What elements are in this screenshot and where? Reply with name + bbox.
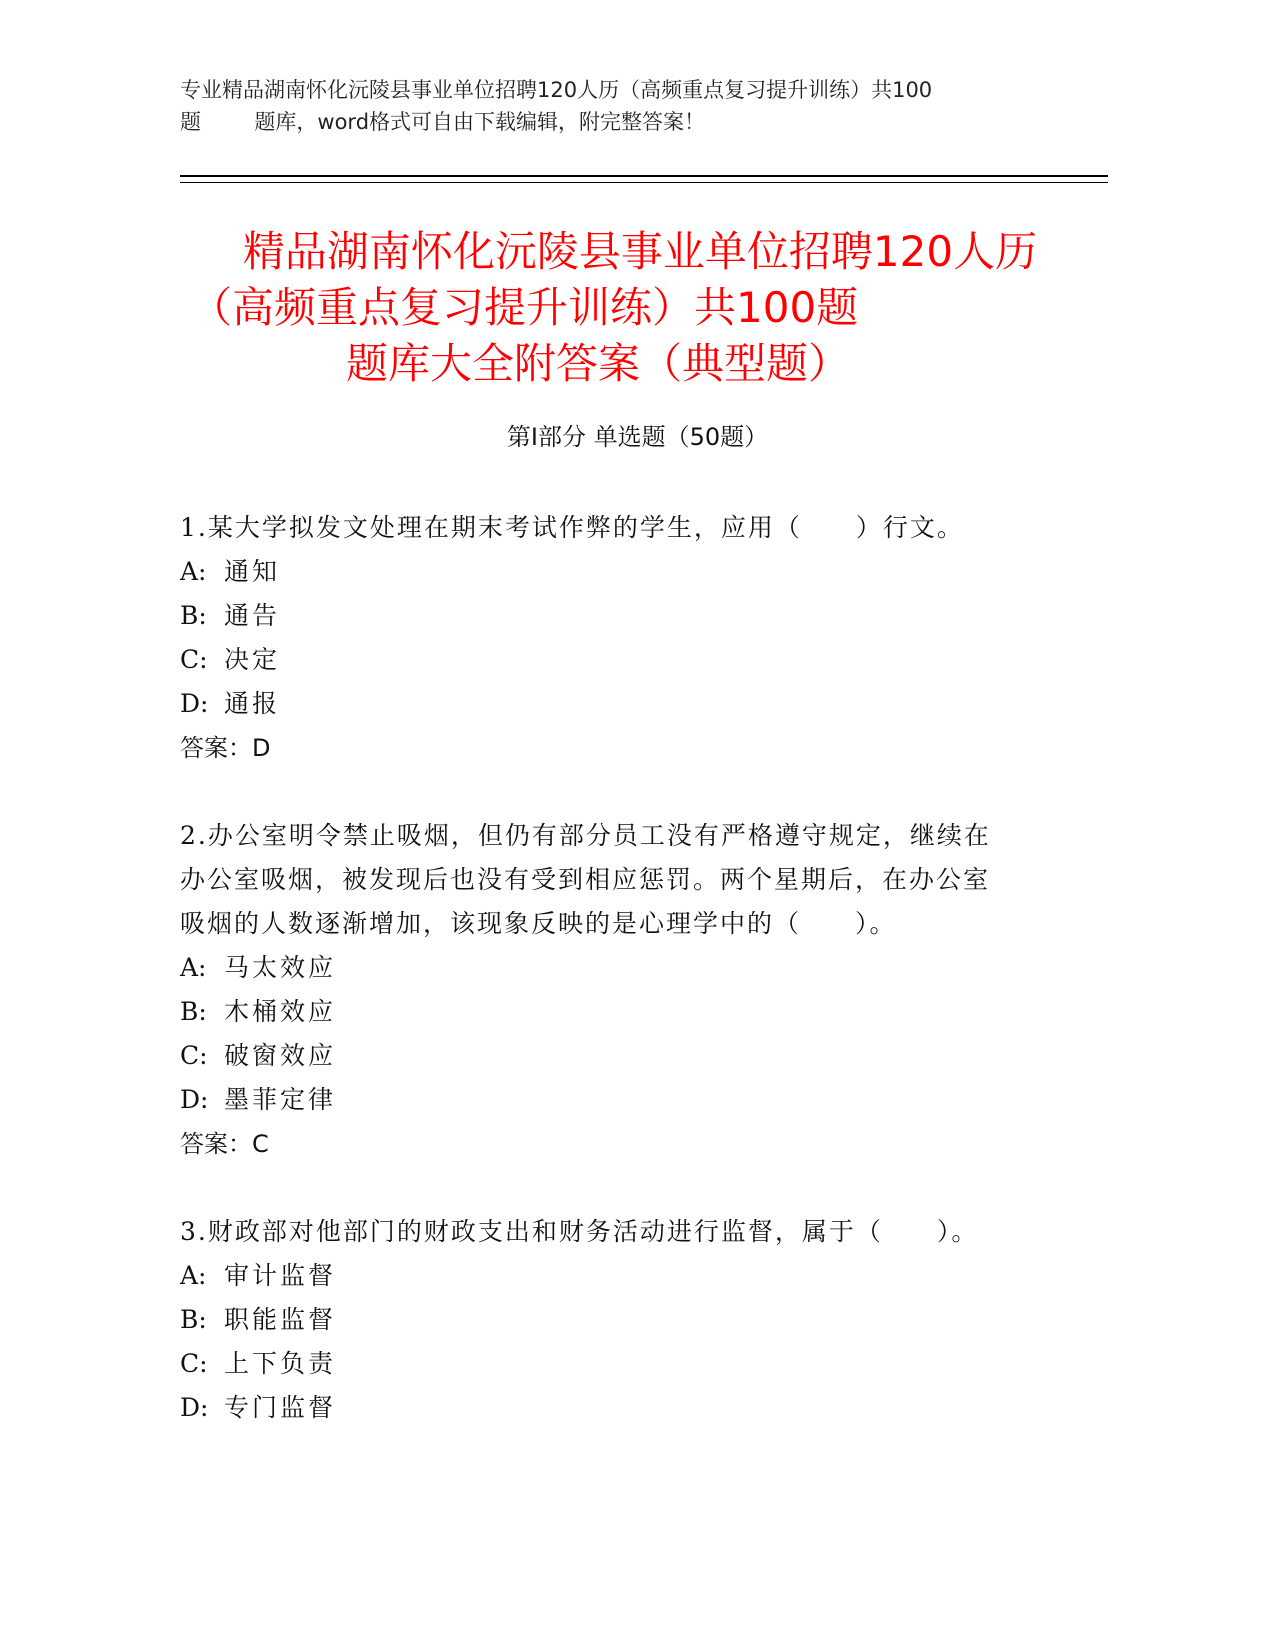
option-text: 通报 [224,689,281,718]
option-letter: B: [180,601,207,630]
option-letter: A: [180,557,207,586]
question-2-option-a [180,946,1100,990]
question-2-option-c [180,1034,1100,1078]
question-list [180,506,1100,1474]
option-text: 决定 [224,645,281,674]
option-letter: C: [180,1349,208,1378]
question-2-text-line-2: 办公室吸烟，被发现后也没有受到相应惩罚。两个星期后，在办公室 [180,865,991,894]
option-text: 墨菲定律 [224,1085,337,1114]
question-3-option-d [180,1386,1100,1430]
section-heading: 第Ⅰ部分 单选题（50题） [506,423,769,451]
option-text: 专门监督 [224,1393,337,1422]
question-2 [180,814,1100,1166]
question-1-answer: 答案：D [180,734,271,762]
option-text: 木桶效应 [224,997,337,1026]
title-line-3: 题库大全附答案（典型题） [346,339,851,388]
option-text: 马太效应 [224,953,337,982]
option-letter: A: [180,953,207,982]
header-divider-thin [180,182,1108,183]
question-2-answer: 答案：C [180,1130,269,1158]
document-header [180,74,1100,138]
option-letter: A: [180,1261,207,1290]
option-letter: C: [180,1041,208,1070]
question-1-option-d [180,682,1100,726]
question-1-option-c [180,638,1100,682]
option-text: 通知 [224,557,281,586]
question-1-option-a [180,550,1100,594]
option-text: 审计监督 [224,1261,337,1290]
option-text: 职能监督 [224,1305,337,1334]
document-title [150,224,1130,392]
option-letter: D: [180,1085,209,1114]
title-line-2: （高频重点复习提升训练）共100题 [190,283,859,332]
header-divider-thick [180,175,1108,177]
title-line-1: 精品湖南怀化沅陵县事业单位招聘120人历 [242,227,1038,276]
option-letter: B: [180,1305,207,1334]
option-letter: C: [180,645,208,674]
question-1-option-b [180,594,1100,638]
question-3-option-a [180,1254,1100,1298]
question-2-option-d [180,1078,1100,1122]
question-3-option-c [180,1342,1100,1386]
question-3 [180,1210,1100,1430]
question-3-text: 3.财政部对他部门的财政支出和财务活动进行监督，属于（ ）。 [180,1217,979,1246]
option-letter: D: [180,689,209,718]
option-letter: D: [180,1393,209,1422]
question-1 [180,506,1100,770]
question-2-text-line-3: 吸烟的人数逐渐增加，该现象反映的是心理学中的（ ）。 [180,909,897,938]
option-text: 上下负责 [224,1349,337,1378]
question-2-option-b [180,990,1100,1034]
question-2-text-line-1: 2.办公室明令禁止吸烟，但仍有部分员工没有严格遵守规定，继续在 [180,821,991,850]
option-text: 通告 [224,601,281,630]
option-letter: B: [180,997,207,1026]
header-line-2: 题 题库，word格式可自由下载编辑，附完整答案！ [180,110,706,134]
question-1-text: 1.某大学拟发文处理在期末考试作弊的学生，应用（ ）行文。 [180,513,964,542]
option-text: 破窗效应 [224,1041,337,1070]
question-3-option-b [180,1298,1100,1342]
header-line-1: 专业精品湖南怀化沅陵县事业单位招聘120人历（高频重点复习提升训练）共100 [180,78,933,102]
